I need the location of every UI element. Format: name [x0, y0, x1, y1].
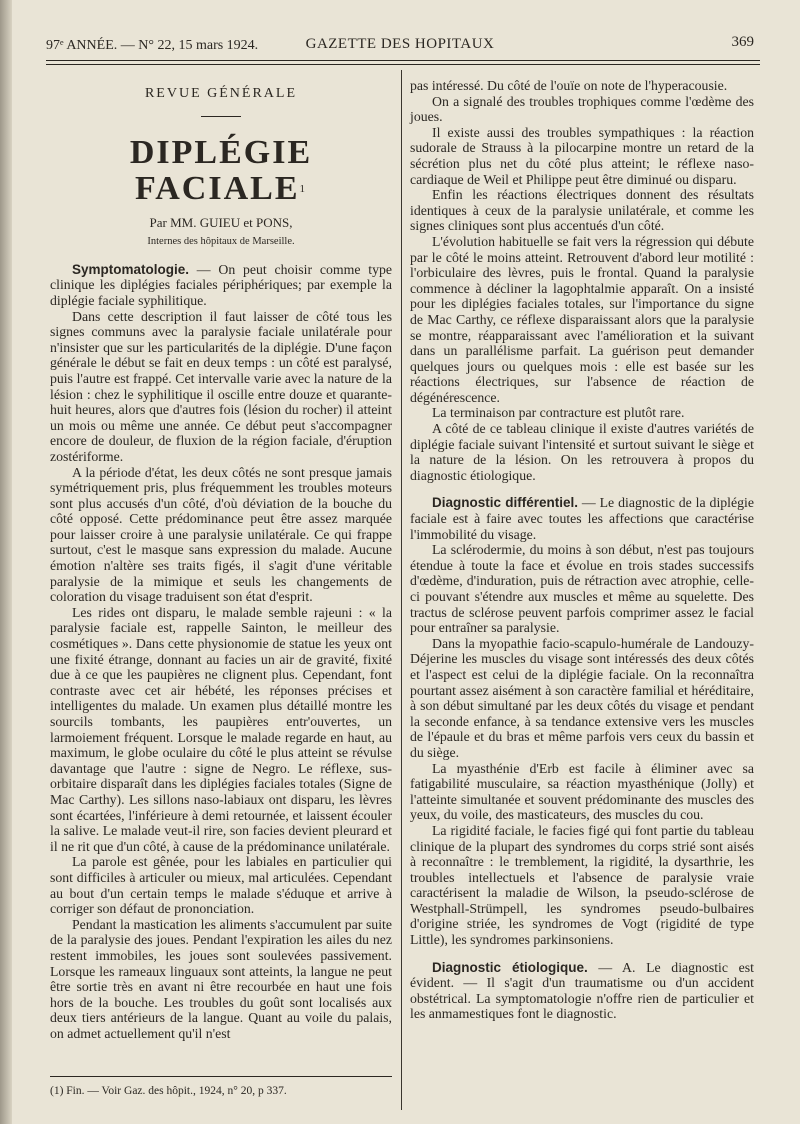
- paragraph: Dans cette description il faut laisser de côté tous les signes communs avec la paralysie faciale unilatérale pour n'insister que sur les particularités de la diplégie. D'une façon générale le début se fait en deux temps : un côté est paralysé, puis l'autre est frappé. Cet intervalle varie avec la nature de la lésion : chez le syphilitique il oscille entre douze et quarante-huit heures, alors que d'autres fois (lésion du rocher) il atteint un mois ou même une année. Ce début peut s'accompagner encore de douleur, de fluxion de la région faciale, d'éruption zostériforme.: [50, 308, 392, 464]
- paragraph: A côté de ce tableau clinique il existe d'autres variétés de diplégie faciale suivant l'intensité et surtout suivant le siège et la nature de la lésion. On les retrouvera à propos du diagnostic étiologique.: [410, 421, 754, 483]
- authors: Par MM. GUIEU et PONS,: [149, 214, 293, 230]
- header-rule-thin: [46, 64, 760, 65]
- column-separator: [401, 70, 402, 1110]
- paragraph: L'évolution habituelle se fait vers la régression qui débute par le côté le moins atteint. Retrouvent d'abord leur motilité : l'orbiculaire des lèvres, puis le frontal. Quand la paralysie commence à décliner la lagophtalmie apparaît. On a insisté pour les diplégies faciales totales, sur l'importance du signe de Mac Carthy, ce réflexe disparaissant alors que la paralysie se montre, réapparaissant avec l'amélioration et la suivant dans un parallélisme parfait. La guérison peut demander quelques jours ou quelques mois : elle est basée sur les réactions électriques, sur l'absence de réaction de dégénérescence.: [410, 233, 754, 405]
- paragraph: La terminaison par contracture est plutôt rare.: [432, 405, 685, 421]
- paragraph: pas intéressé. Du côté de l'ouïe on note de l'hyperacousie.: [410, 78, 728, 93]
- paragraph: Il existe aussi des troubles sympathiques : la réaction sudorale de Strauss à la pilocarpine montre un retard de la sécrétion plus net du côté plus atteint; le réflexe naso-cardiaque de Weil et Philippe peut être diminué ou disparu.: [410, 124, 754, 187]
- paragraph-text: — A. Le diagnostic est évident. — Il s'agit d'un traumatisme ou d'un accident obstétrical. La symptomatologie n'offre rien de particulier et les anmamestiques font le diagnostic.: [410, 959, 754, 1022]
- paragraph: La sclérodermie, du moins à son début, n'est pas toujours étendue à toute la face et évolue en trois stades successifs d'œdème, d'induration, puis de rétraction avec atrophie, celle-ci pouvant s'étendre aux muscles et même au squelette. Des tractus de sclérose peuvent parfois comprimer assez le facial pour entraîner sa paralysie.: [410, 542, 754, 636]
- section-heading: Diagnostic différentiel.: [432, 495, 578, 511]
- page-number: 369: [731, 34, 754, 50]
- left-column: [50, 78, 392, 1041]
- paragraph: La myasthénie d'Erb est facile à éliminer avec sa fatigabilité musculaire, sa réaction myasthénique (Jolly) et l'atteinte simultanée et souvent prédominante des muscles des yeux, du voile, des masticateurs, des muscles du cou.: [410, 760, 754, 823]
- paragraph: Pendant la mastication les aliments s'accumulent par suite de la paralysie des joues. Pendant l'expiration les ailes du nez restent immobiles, les joues sont soulevées passivement. Lorsque les rameaux linguaux sont atteints, la langue ne peut être sortie très en avant ni être recourbée en haut une fois hors de la bouche. Les troubles du goût sont localisés aux deux tiers antérieurs de la langue. Quant au voile du palais, on admet actuellement qu'il n'est: [50, 916, 392, 1041]
- page-binding-edge: [0, 0, 12, 1124]
- paragraph: [50, 262, 392, 309]
- paragraph: [410, 495, 754, 542]
- paragraph-text: — On peut choisir comme type clinique les diplégies faciales périphériques; par exemple la diplégie faciale syphilitique.: [50, 261, 392, 308]
- title-text: DIPLÉGIE FACIALE: [129, 133, 313, 207]
- paragraph: [410, 960, 754, 1022]
- paragraph: Enfin les réactions électriques donnent des résultats identiques à ceux de la paralysie unilatérale, et comme les signes cliniques sont plus accentués d'un côté.: [410, 187, 754, 234]
- article-title: [50, 135, 392, 207]
- paragraph: Les rides ont disparu, le malade semble rajeuni : « la paralysie faciale est, rappelle Sainton, le meilleur des cosmétiques ». Dans cette physionomie de statue les yeux ont une fixité étrange, donnant au facies un air de gravité, fixité due à ce que les paupières ne clignent plus. Cependant, font contraste avec cet air hébété, les réponses précises et intelligentes du malade. Un examen plus détaillé montre les sourcils tombants, les paupières entr'ouvertes, un larmoiement fréquent. Lorsque le malade regarde en haut, au maximum, le globe oculaire du côté le plus atteint se révulse davantage que l'autre : signe de Negro. Le réflexe, sus-orbitaire disparaît dans les diplégies faciales totales (Signe de Mac Carthy). Les sillons naso-labiaux ont disparu, les lèvres sont écartées, l'inférieure à demi retournée, et laissent écouler la salive. Le malade veut-il rire, son facies devient pleurard et il ne rit que d'un côté, à cause de la prédominance unilatérale.: [50, 604, 392, 854]
- title-rule: [201, 116, 241, 117]
- section-heading: Diagnostic étiologique.: [432, 959, 588, 975]
- paragraph: La rigidité faciale, le facies figé qui font partie du tableau clinique de la plupart des syndromes du corps strié sont aisés à reconnaître : le tremblement, la rigidité, la dysarthrie, les troubles intellectuels et l'absence de paralysie vraie caractérisent la maladie de Wilson, la pseudo-sclérose de Westphall-Strümpell, les syndromes pseudo-bulbaires d'origine striée, les syndromes de Vogt (rigidité de type Little), les syndromes parkinsoniens.: [410, 822, 754, 948]
- section-label: REVUE GÉNÉRALE: [144, 86, 298, 101]
- issue-info: 97ᵉ ANNÉE. — N° 22, 15 mars 1924.: [46, 38, 259, 53]
- running-header: [46, 34, 754, 58]
- journal-title: GAZETTE DES HOPITAUX: [305, 36, 495, 52]
- paragraph-text: — Le diagnostic de la diplégie faciale est à faire avec toutes les affections que caractérise l'immobilité du visage.: [410, 495, 754, 542]
- header-rule-thick: [46, 60, 760, 61]
- paragraph: A la période d'état, les deux côtés ne sont presque jamais symétriquement pris, plus fréquemment les troubles moteurs sont plus accusés d'un côté, d'où déviation de la bouche du côté opposé. Cette prédominance peut être assez marquée pour laisser croire à une paralysie unilatérale. Ce qui frappe surtout, c'est le masque sans expression du malade. Aucune émotion n'altère ses traits figés, il s'agit d'une véritable paralysie de la mimique et seuls les changements de coloration du visage traduisent son état d'esprit.: [50, 464, 392, 605]
- paragraph: On a signalé des troubles trophiques comme l'œdème des joues.: [410, 93, 754, 125]
- title-footnote-mark: 1: [299, 182, 307, 195]
- affiliation: Internes des hôpitaux de Marseille.: [147, 236, 295, 248]
- footnote: (1) Fin. — Voir Gaz. des hôpit., 1924, n° 20, p 337.: [50, 1076, 392, 1097]
- section-heading: Symptomatologie.: [72, 261, 190, 277]
- right-column: [410, 78, 754, 1022]
- paragraph: Dans la myopathie facio-scapulo-humérale de Landouzy-Déjerine les muscles du visage sont intéressés des deux côtés et l'aspect est celui de la diplégie faciale. On la reconnaîtra pourtant assez aisément à son caractère familial et héréditaire, à son début simultané par les deux côtés du visage et pendant la seconde enfance, à sa tendance extensive vers les muscles de l'épaule et du bras et même parfois vers ceux du bassin et du siège.: [410, 635, 754, 760]
- paragraph: La parole est gênée, pour les labiales en particulier qui sont difficiles à articuler ou mieux, mal articulées. Cependant au bout d'un certain temps le malade s'éduque et arrive à corriger son défaut de prononciation.: [50, 854, 392, 917]
